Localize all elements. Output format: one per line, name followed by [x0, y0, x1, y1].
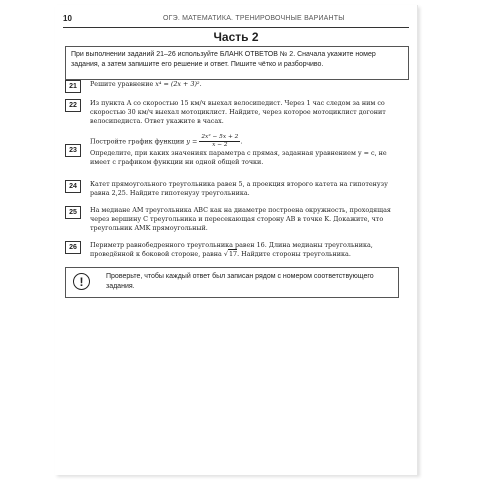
instructions-box: При выполнении заданий 21–26 используйте БЛАНК ОТВЕТОВ № 2. Сначала укажите номер задания, а затем запишите его решение и ответ. Пишите чётко и разборчиво.	[65, 46, 409, 80]
task-23-prefix: Постройте график функции	[90, 137, 185, 146]
worksheet-page	[55, 5, 418, 475]
task-23-question: Определите, при каких значениях параметра c прямая, заданная уравнением y = c, не имеет с графиком функции ни одной общей точки.	[90, 149, 387, 166]
task-26-text-1: Периметр равнобедренного треугольника равен 16. Длина медианы треугольника, проведённой к боковой стороне, равна	[90, 241, 373, 258]
task-23-fraction	[199, 134, 243, 149]
task-number: 23	[65, 144, 81, 157]
task-26-radical	[224, 249, 237, 258]
task-text	[90, 80, 405, 89]
task-23-numerator: 2x² − 5x + 2	[201, 134, 239, 140]
exclamation-icon: !	[73, 273, 90, 290]
task-23-tail: .	[240, 137, 243, 146]
task-text: Из пункта A со скоростью 15 км/ч выехал велосипедист. Через 1 час следом за ним со скоростью 30 км/ч выехал мотоциклист. Найдите, через которое мотоциклист догонит велосипедиста. Ответ укажите в часах.	[90, 99, 386, 125]
task-26-radical-sign: √	[223, 250, 228, 258]
task-26-radicand: 17	[228, 250, 238, 258]
task-21-equation: x⁴ = (2x + 3)².	[155, 80, 202, 88]
task-number: 26	[65, 241, 81, 254]
task-23-function-lhs: y =	[186, 137, 198, 146]
page-header	[63, 13, 409, 28]
task-number: 24	[65, 180, 81, 193]
reminder-box	[65, 267, 399, 298]
task-21-prefix: Решите уравнение	[90, 80, 154, 88]
task-26-text-2: . Найдите стороны треугольника.	[237, 250, 351, 258]
task-23-function-line	[90, 134, 405, 149]
task-text	[90, 134, 405, 167]
task-text	[90, 241, 405, 259]
page-number: 10	[63, 14, 72, 23]
task-23-denominator: x − 2	[212, 142, 228, 148]
task-number: 21	[65, 80, 81, 93]
reminder-text: Проверьте, чтобы каждый ответ был записан рядом с номером соответствующего задания.	[106, 273, 374, 290]
running-title: ОГЭ. МАТЕМАТИКА. ТРЕНИРОВОЧНЫЕ ВАРИАНТЫ	[163, 15, 345, 22]
task-number: 25	[65, 206, 81, 219]
part-title: Часть 2	[213, 30, 259, 44]
task-text: Катет прямоугольного треугольника равен 5, а проекция второго катета на гипотенузу равна 2,25. Найдите гипотенузу треугольника.	[90, 180, 388, 197]
task-number: 22	[65, 99, 81, 112]
task-text: На медиане AM треугольника ABC как на диаметре построена окружность, проходящая через вершину C треугольника и пересекающая сторону AB в точке K. Докажите, что треугольник AMK прямоугольный.	[90, 206, 391, 232]
